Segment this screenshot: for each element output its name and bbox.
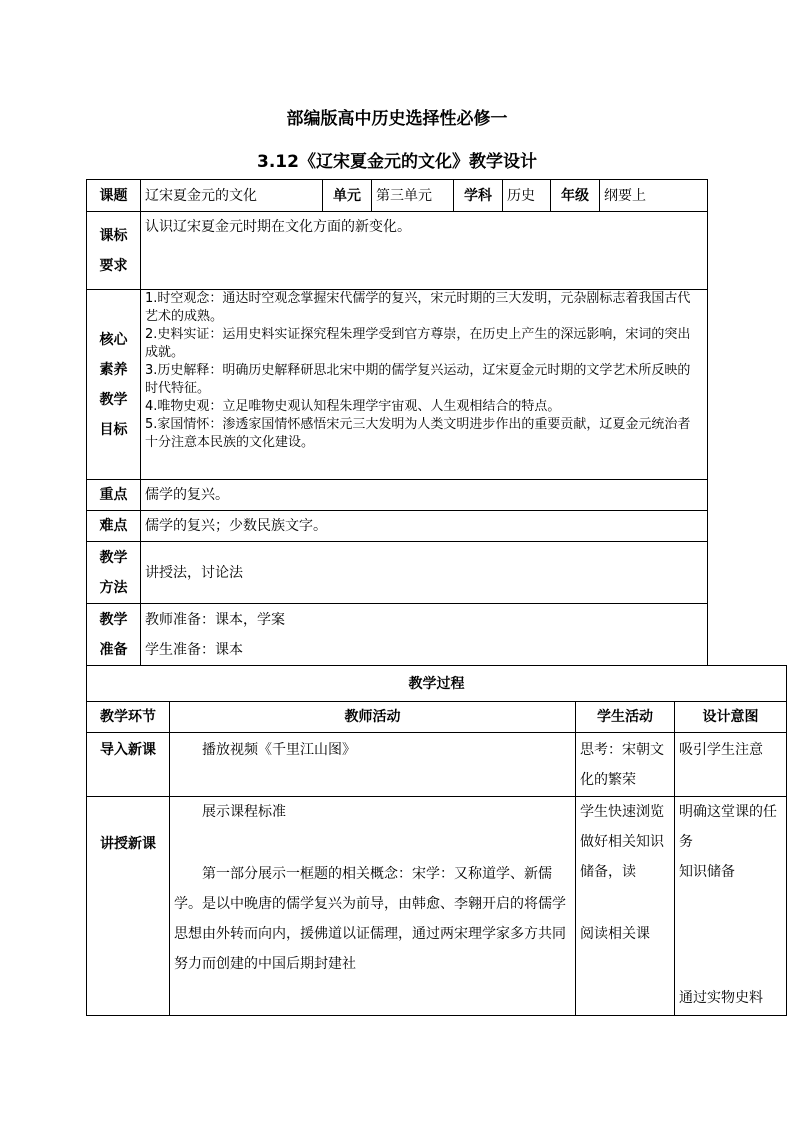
intro-intent: 吸引学生注意 [675, 733, 787, 797]
header-intent: 设计意图 [675, 702, 787, 733]
core-row [87, 290, 708, 480]
lecture-teacher-line2: 第一部分展示一框题的相关概念：宋学：又称道学、新儒学。是以中晚唐的儒学复兴为前导，由韩愈、李翱开启的将儒学思想由外转而向内，援佛道以证儒理，通过两宋理学家多方共同努力而创建的中国后期封建社 [174, 866, 566, 972]
prep-label-line2: 准备 [99, 641, 128, 658]
lecture-student [576, 797, 675, 1016]
method-label [87, 542, 141, 604]
intro-teacher: 播放视频《千里江山图》 [170, 733, 576, 797]
method-label-line2: 方法 [99, 579, 128, 596]
lecture-teacher [170, 797, 576, 1016]
unit-value: 第三单元 [372, 180, 454, 212]
standard-label-line1: 课标 [99, 227, 128, 244]
lecture-student-line2: 做好相关知识储备，读 [580, 834, 664, 880]
subject-value: 历史 [503, 180, 551, 212]
subject-label: 学科 [454, 180, 503, 212]
core-item: 3.历史解释：明确历史解释研思北宋中期的儒学复兴运动，辽宋夏金元时期的文学艺术所反映的时代特征。 [145, 363, 691, 396]
core-item: 4.唯物史观：立足唯物史观认知程朱理学宇宙观、人生观相结合的特点。 [145, 399, 561, 414]
difficulty-label: 难点 [87, 511, 141, 542]
method-row [87, 542, 708, 604]
standard-label [87, 212, 141, 290]
topic-value: 辽宋夏金元的文化 [141, 180, 323, 212]
prep-value [141, 604, 708, 666]
core-label [87, 290, 141, 480]
process-title: 教学过程 [87, 666, 787, 702]
prep-label-line1: 教学 [99, 611, 128, 628]
topic-label: 课题 [87, 180, 141, 212]
lecture-intent-line3: 通过实物史料 [679, 990, 763, 1006]
intro-row [87, 733, 787, 797]
standard-row [87, 212, 708, 290]
grade-label: 年级 [551, 180, 600, 212]
lecture-intent [675, 797, 787, 1016]
lesson-title: 3.12《辽宋夏金元的文化》教学设计 [257, 152, 537, 172]
lecture-student-line3: 阅读相关课 [580, 926, 650, 942]
header-student: 学生活动 [576, 702, 675, 733]
process-table [86, 665, 787, 1016]
lecture-intent-line1: 明确这堂课的任务 [679, 804, 777, 850]
lecture-intent-line2: 知识储备 [679, 864, 735, 880]
intro-student: 思考：宋朝文化的繁荣 [576, 733, 675, 797]
intro-stage: 导入新课 [87, 733, 170, 797]
document-title: 部编版高中历史选择性必修一 [286, 109, 508, 129]
core-objectives [141, 290, 708, 480]
core-label-line4: 目标 [99, 421, 128, 438]
header-teacher: 教师活动 [170, 702, 576, 733]
core-label-line2: 素养 [99, 361, 128, 378]
standard-value: 认识辽宋夏金元时期在文化方面的新变化。 [141, 212, 708, 290]
core-item: 5.家国情怀：渗透家国情怀感悟宋元三大发明为人类文明进步作出的重要贡献，辽夏金元统治者十分注意本民族的文化建设。 [145, 417, 691, 450]
lecture-teacher-line1: 展示课程标准 [202, 804, 286, 820]
key-point-label: 重点 [87, 480, 141, 511]
unit-label: 单元 [323, 180, 372, 212]
process-title-row [87, 666, 787, 702]
prep-label [87, 604, 141, 666]
key-point-row [87, 480, 708, 511]
key-point-value: 儒学的复兴。 [141, 480, 708, 511]
method-value: 讲授法，讨论法 [141, 542, 708, 604]
info-row [87, 180, 708, 212]
process-header-row [87, 702, 787, 733]
core-item: 1.时空观念：通达时空观念掌握宋代儒学的复兴，宋元时期的三大发明，元杂剧标志着我国古代艺术的成熟。 [145, 291, 691, 324]
lesson-info-table [86, 179, 708, 666]
standard-label-line2: 要求 [99, 257, 128, 274]
method-label-line1: 教学 [99, 549, 128, 566]
prep-student: 学生准备：课本 [145, 641, 243, 658]
core-item: 2.史料实证：运用史料实证探究程朱理学受到官方尊崇，在历史上产生的深远影响，宋词的突出成就。 [145, 327, 691, 360]
header-stage: 教学环节 [87, 702, 170, 733]
lecture-row [87, 797, 787, 1016]
prep-row [87, 604, 708, 666]
grade-value: 纲要上 [600, 180, 708, 212]
lecture-stage: 讲授新课 [87, 797, 170, 1016]
lecture-student-line1: 学生快速浏览 [580, 804, 664, 820]
difficulty-value: 儒学的复兴；少数民族文字。 [141, 511, 708, 542]
prep-teacher: 教师准备：课本，学案 [145, 611, 285, 628]
core-label-line1: 核心 [99, 331, 128, 348]
difficulty-row [87, 511, 708, 542]
core-label-line3: 教学 [99, 391, 128, 408]
